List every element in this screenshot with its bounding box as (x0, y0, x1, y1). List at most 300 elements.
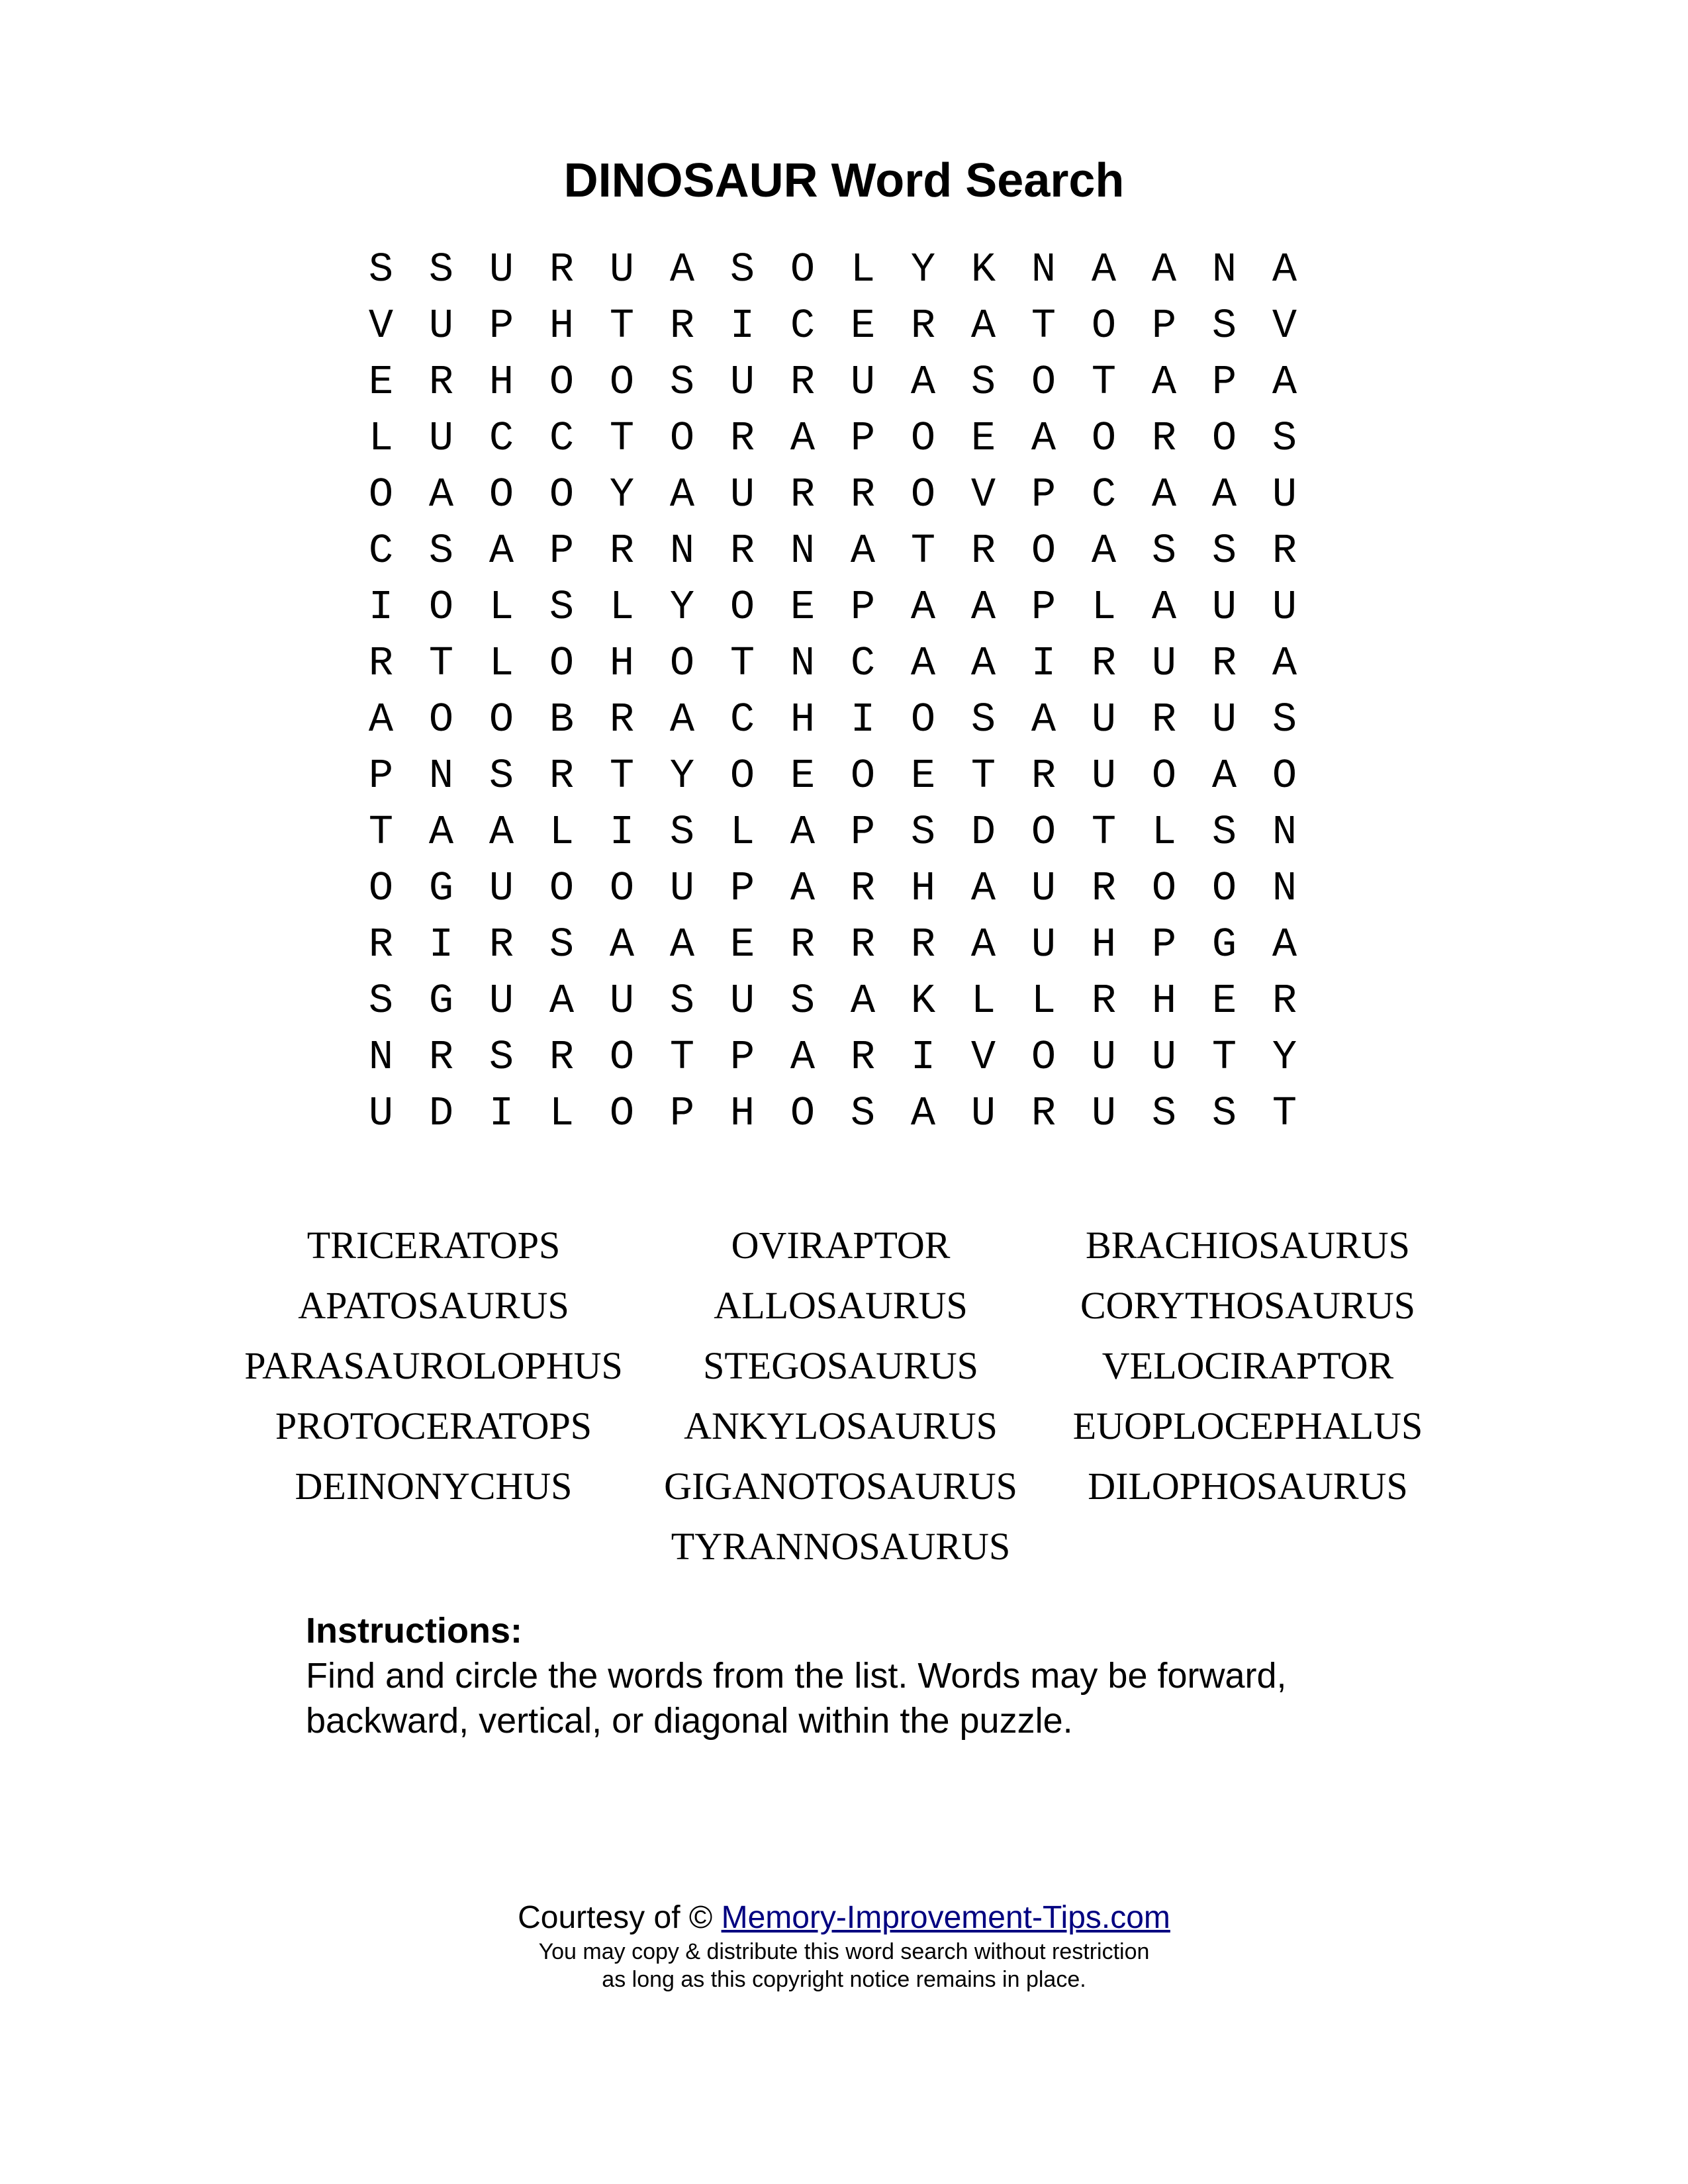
grid-letter[interactable]: Y (1272, 1034, 1297, 1081)
grid-row (351, 748, 1317, 804)
instructions-line-2: backward, vertical, or diagonal within the puzzle. (306, 1701, 1073, 1741)
grid-letter[interactable]: N (1272, 809, 1297, 856)
grid-letter[interactable]: Y (910, 246, 936, 293)
word-list-row (0, 1275, 1688, 1336)
grid-letter[interactable]: S (1211, 1090, 1237, 1137)
grid-row (351, 973, 1317, 1029)
grid-letter[interactable]: V (368, 302, 394, 349)
grid-letter[interactable]: U (1151, 1034, 1177, 1081)
grid-letter[interactable]: O (1091, 302, 1117, 349)
grid-letter[interactable]: A (669, 246, 695, 293)
grid-letter[interactable]: T (1272, 1090, 1297, 1137)
grid-row (351, 298, 1317, 354)
grid-letter[interactable]: U (1211, 584, 1237, 631)
grid-letter[interactable]: A (549, 978, 575, 1024)
grid-letter[interactable]: R (428, 1034, 454, 1081)
grid-letter[interactable]: L (549, 1090, 575, 1137)
grid-letter[interactable]: N (1031, 246, 1056, 293)
word-list-item: STEGOSAURUS (703, 1344, 978, 1387)
grid-letter[interactable]: U (729, 978, 755, 1024)
grid-letter[interactable]: C (1091, 471, 1117, 518)
grid-letter[interactable]: E (368, 359, 394, 406)
grid-letter[interactable]: S (489, 752, 514, 799)
grid-letter[interactable]: I (850, 696, 876, 743)
grid-letter[interactable]: G (1211, 921, 1237, 968)
grid-letter[interactable]: A (910, 1090, 936, 1137)
grid-letter[interactable]: O (609, 1034, 635, 1081)
grid-letter[interactable]: R (1272, 527, 1297, 574)
grid-letter[interactable]: A (489, 809, 514, 856)
grid-letter[interactable]: O (368, 471, 394, 518)
grid-letter[interactable]: O (609, 359, 635, 406)
grid-letter[interactable]: I (368, 584, 394, 631)
grid-letter[interactable]: T (368, 809, 394, 856)
grid-letter[interactable]: R (1151, 415, 1177, 462)
grid-letter[interactable]: N (1272, 865, 1297, 912)
grid-letter[interactable]: S (368, 246, 394, 293)
grid-letter[interactable]: R (790, 921, 816, 968)
word-list-item: TYRANNOSAURUS (671, 1525, 1011, 1568)
grid-letter[interactable]: T (1031, 302, 1056, 349)
grid-letter[interactable]: Y (669, 584, 695, 631)
grid-letter[interactable]: S (1211, 302, 1237, 349)
grid-letter[interactable]: A (910, 584, 936, 631)
footer (0, 1898, 1688, 1993)
grid-letter[interactable]: U (1272, 584, 1297, 631)
grid-letter[interactable]: Y (669, 752, 695, 799)
grid-letter[interactable]: V (1272, 302, 1297, 349)
grid-row (351, 579, 1317, 635)
word-list-item: PROTOCERATOPS (275, 1404, 592, 1447)
grid-letter[interactable]: A (1211, 752, 1237, 799)
letter-grid (351, 242, 1317, 1142)
grid-letter[interactable]: U (1031, 865, 1056, 912)
grid-letter[interactable]: O (428, 584, 454, 631)
grid-letter[interactable]: E (850, 302, 876, 349)
grid-letter[interactable]: O (549, 471, 575, 518)
grid-letter[interactable]: L (609, 584, 635, 631)
grid-letter[interactable]: T (609, 302, 635, 349)
grid-letter[interactable]: O (910, 415, 936, 462)
grid-letter[interactable]: T (1091, 359, 1117, 406)
grid-letter[interactable]: A (910, 640, 936, 687)
word-list-item: CORYTHOSAURUS (1080, 1284, 1415, 1327)
grid-letter[interactable]: S (549, 921, 575, 968)
grid-letter[interactable]: G (428, 978, 454, 1024)
word-list-row (0, 1456, 1688, 1516)
word-list-item: DEINONYCHUS (295, 1465, 573, 1508)
grid-letter[interactable]: I (729, 302, 755, 349)
grid-letter[interactable]: U (1151, 640, 1177, 687)
grid-letter[interactable]: E (910, 752, 936, 799)
grid-letter[interactable]: S (1272, 415, 1297, 462)
grid-letter[interactable]: O (1211, 865, 1237, 912)
grid-letter[interactable]: T (609, 752, 635, 799)
grid-letter[interactable]: O (1031, 809, 1056, 856)
grid-letter[interactable]: R (549, 752, 575, 799)
grid-letter[interactable]: N (669, 527, 695, 574)
grid-letter[interactable]: A (1031, 696, 1056, 743)
grid-letter[interactable]: H (729, 1090, 755, 1137)
word-list-item: VELOCIRAPTOR (1102, 1344, 1394, 1387)
grid-letter[interactable]: S (549, 584, 575, 631)
grid-letter[interactable]: C (368, 527, 394, 574)
grid-letter[interactable]: I (489, 1090, 514, 1137)
grid-letter[interactable]: R (1031, 752, 1056, 799)
grid-letter[interactable]: O (669, 640, 695, 687)
grid-letter[interactable]: H (549, 302, 575, 349)
grid-letter[interactable]: R (850, 921, 876, 968)
grid-letter[interactable]: E (729, 921, 755, 968)
grid-letter[interactable]: A (669, 471, 695, 518)
grid-letter[interactable]: C (729, 696, 755, 743)
grid-letter[interactable]: R (368, 640, 394, 687)
grid-letter[interactable]: O (729, 752, 755, 799)
grid-letter[interactable]: O (1091, 415, 1117, 462)
grid-letter[interactable]: U (1091, 1090, 1117, 1137)
grid-letter[interactable]: U (729, 471, 755, 518)
grid-letter[interactable]: S (1211, 527, 1237, 574)
grid-letter[interactable]: O (549, 640, 575, 687)
grid-letter[interactable]: R (729, 527, 755, 574)
grid-letter[interactable]: L (489, 640, 514, 687)
grid-letter[interactable]: U (1211, 696, 1237, 743)
grid-letter[interactable]: A (368, 696, 394, 743)
grid-letter[interactable]: I (428, 921, 454, 968)
grid-letter[interactable]: S (428, 246, 454, 293)
grid-letter[interactable]: K (970, 246, 996, 293)
grid-letter[interactable]: U (489, 865, 514, 912)
grid-letter[interactable]: R (1272, 978, 1297, 1024)
grid-letter[interactable]: O (609, 1090, 635, 1137)
grid-letter[interactable]: P (549, 527, 575, 574)
grid-letter[interactable]: A (1272, 359, 1297, 406)
grid-letter[interactable]: T (1091, 809, 1117, 856)
grid-letter[interactable]: O (368, 865, 394, 912)
grid-letter[interactable]: P (850, 584, 876, 631)
grid-letter[interactable]: N (1211, 246, 1237, 293)
grid-letter[interactable]: P (669, 1090, 695, 1137)
word-list-item: DILOPHOSAURUS (1088, 1465, 1408, 1508)
courtesy-line (0, 1898, 1688, 1938)
grid-letter[interactable]: R (1151, 696, 1177, 743)
grid-letter[interactable]: S (489, 1034, 514, 1081)
grid-row (351, 523, 1317, 579)
grid-letter[interactable]: A (790, 865, 816, 912)
grid-letter[interactable]: O (729, 584, 755, 631)
website-link[interactable]: Memory-Improvement-Tips.com (721, 1900, 1170, 1935)
grid-letter[interactable]: A (1151, 246, 1177, 293)
grid-letter[interactable]: O (910, 471, 936, 518)
grid-letter[interactable]: U (368, 1090, 394, 1137)
grid-letter[interactable]: R (1091, 978, 1117, 1024)
grid-letter[interactable]: S (669, 978, 695, 1024)
grid-letter[interactable]: C (549, 415, 575, 462)
grid-letter[interactable]: S (970, 359, 996, 406)
grid-letter[interactable]: A (1151, 359, 1177, 406)
grid-letter[interactable]: N (790, 640, 816, 687)
grid-letter[interactable]: I (910, 1034, 936, 1081)
grid-letter[interactable]: O (489, 471, 514, 518)
grid-letter[interactable]: O (489, 696, 514, 743)
grid-letter[interactable]: R (970, 527, 996, 574)
grid-letter[interactable]: O (1031, 527, 1056, 574)
page-title: DINOSAUR Word Search (563, 154, 1125, 207)
grid-letter[interactable]: A (609, 921, 635, 968)
grid-letter[interactable]: T (970, 752, 996, 799)
grid-row (351, 1085, 1317, 1142)
grid-letter[interactable]: L (1031, 978, 1056, 1024)
grid-letter[interactable]: T (669, 1034, 695, 1081)
grid-letter[interactable]: U (428, 302, 454, 349)
grid-row (351, 692, 1317, 748)
word-list-item: ALLOSAURUS (714, 1284, 968, 1327)
grid-letter[interactable]: H (790, 696, 816, 743)
grid-letter[interactable]: U (609, 978, 635, 1024)
grid-letter[interactable]: O (609, 865, 635, 912)
grid-letter[interactable]: S (1151, 527, 1177, 574)
grid-letter[interactable]: U (1091, 752, 1117, 799)
grid-letter[interactable]: R (609, 527, 635, 574)
grid-letter[interactable]: L (970, 978, 996, 1024)
grid-letter[interactable]: R (1031, 1090, 1056, 1137)
grid-letter[interactable]: P (1211, 359, 1237, 406)
grid-letter[interactable]: S (1151, 1090, 1177, 1137)
grid-letter[interactable]: H (609, 640, 635, 687)
grid-letter[interactable]: S (368, 978, 394, 1024)
grid-letter[interactable]: A (970, 302, 996, 349)
grid-letter[interactable]: P (1151, 302, 1177, 349)
grid-letter[interactable]: O (1031, 1034, 1056, 1081)
grid-letter[interactable]: R (549, 246, 575, 293)
grid-letter[interactable]: E (790, 752, 816, 799)
grid-letter[interactable]: O (910, 696, 936, 743)
word-list-row (0, 1215, 1688, 1275)
grid-letter[interactable]: O (850, 752, 876, 799)
grid-letter[interactable]: P (729, 865, 755, 912)
grid-letter[interactable]: P (729, 1034, 755, 1081)
grid-letter[interactable]: A (790, 809, 816, 856)
grid-letter[interactable]: V (970, 471, 996, 518)
grid-letter[interactable]: I (1031, 640, 1056, 687)
grid-letter[interactable]: R (489, 921, 514, 968)
grid-letter[interactable]: O (790, 1090, 816, 1137)
grid-letter[interactable]: A (790, 415, 816, 462)
grid-letter[interactable]: N (368, 1034, 394, 1081)
grid-letter[interactable]: L (729, 809, 755, 856)
grid-letter[interactable]: K (910, 978, 936, 1024)
grid-letter[interactable]: R (1091, 640, 1117, 687)
grid-letter[interactable]: R (428, 359, 454, 406)
grid-row (351, 917, 1317, 973)
word-list-item: APATOSAURUS (298, 1284, 569, 1327)
word-list-item: OVIRAPTOR (731, 1224, 951, 1267)
grid-letter[interactable]: T (609, 415, 635, 462)
grid-letter[interactable]: I (609, 809, 635, 856)
grid-letter[interactable]: U (428, 415, 454, 462)
grid-letter[interactable]: A (1031, 415, 1056, 462)
grid-letter[interactable]: R (850, 471, 876, 518)
grid-letter[interactable]: L (489, 584, 514, 631)
grid-letter[interactable]: N (428, 752, 454, 799)
copyright-notice-line-2: as long as this copyright notice remains in place. (602, 1967, 1086, 1992)
grid-letter[interactable]: A (970, 865, 996, 912)
grid-letter[interactable]: L (850, 246, 876, 293)
grid-letter[interactable]: U (489, 978, 514, 1024)
grid-letter[interactable]: R (609, 696, 635, 743)
grid-letter[interactable]: P (489, 302, 514, 349)
grid-letter[interactable]: S (669, 359, 695, 406)
grid-letter[interactable]: S (729, 246, 755, 293)
instructions-heading: Instructions: (306, 1611, 523, 1651)
grid-letter[interactable]: P (368, 752, 394, 799)
grid-letter[interactable]: A (669, 696, 695, 743)
grid-letter[interactable]: R (1091, 865, 1117, 912)
grid-letter[interactable]: T (729, 640, 755, 687)
grid-row (351, 410, 1317, 467)
grid-letter[interactable]: O (669, 415, 695, 462)
grid-letter[interactable]: P (1151, 921, 1177, 968)
grid-row (351, 467, 1317, 523)
word-list-item: PARASAUROLOPHUS (244, 1344, 623, 1387)
grid-letter[interactable]: L (1091, 584, 1117, 631)
grid-letter[interactable]: E (1211, 978, 1237, 1024)
grid-letter[interactable]: D (428, 1090, 454, 1137)
grid-letter[interactable]: A (669, 921, 695, 968)
grid-letter[interactable]: R (850, 1034, 876, 1081)
grid-letter[interactable]: A (1211, 471, 1237, 518)
grid-letter[interactable]: A (1272, 246, 1297, 293)
grid-letter[interactable]: P (850, 415, 876, 462)
grid-letter[interactable]: O (790, 246, 816, 293)
grid-letter[interactable]: D (970, 809, 996, 856)
grid-letter[interactable]: A (850, 978, 876, 1024)
grid-letter[interactable]: A (970, 584, 996, 631)
instructions-block (306, 1608, 1431, 1743)
grid-letter[interactable]: R (729, 415, 755, 462)
grid-letter[interactable]: H (1091, 921, 1117, 968)
grid-letter[interactable]: R (850, 865, 876, 912)
grid-letter[interactable]: R (368, 921, 394, 968)
grid-letter[interactable]: O (1151, 752, 1177, 799)
grid-letter[interactable]: U (1272, 471, 1297, 518)
word-list-item: BRACHIOSAURUS (1086, 1224, 1410, 1267)
grid-letter[interactable]: O (549, 359, 575, 406)
grid-letter[interactable]: V (970, 1034, 996, 1081)
grid-letter[interactable]: L (368, 415, 394, 462)
grid-letter[interactable]: A (850, 527, 876, 574)
grid-letter[interactable]: A (910, 359, 936, 406)
word-list-item: GIGANOTOSAURUS (664, 1465, 1017, 1508)
grid-letter[interactable]: O (1031, 359, 1056, 406)
grid-letter[interactable]: G (428, 865, 454, 912)
grid-letter[interactable]: E (970, 415, 996, 462)
grid-letter[interactable]: U (1091, 696, 1117, 743)
grid-letter[interactable]: H (489, 359, 514, 406)
grid-letter[interactable]: B (549, 696, 575, 743)
grid-letter[interactable]: U (489, 246, 514, 293)
word-list-row (0, 1336, 1688, 1396)
grid-letter[interactable]: A (428, 809, 454, 856)
grid-letter[interactable]: A (970, 640, 996, 687)
grid-letter[interactable]: U (729, 359, 755, 406)
grid-letter[interactable]: S (910, 809, 936, 856)
grid-letter[interactable]: A (1272, 921, 1297, 968)
grid-row (351, 1029, 1317, 1085)
grid-letter[interactable]: O (1211, 415, 1237, 462)
grid-letter[interactable]: E (790, 584, 816, 631)
grid-letter[interactable]: N (790, 527, 816, 574)
grid-letter[interactable]: O (549, 865, 575, 912)
grid-letter[interactable]: O (428, 696, 454, 743)
grid-letter[interactable]: C (850, 640, 876, 687)
grid-letter[interactable]: C (790, 302, 816, 349)
grid-letter[interactable]: S (970, 696, 996, 743)
grid-row (351, 354, 1317, 410)
grid-letter[interactable]: A (1151, 584, 1177, 631)
grid-letter[interactable]: A (489, 527, 514, 574)
grid-letter[interactable]: A (1151, 471, 1177, 518)
grid-letter[interactable]: P (1031, 471, 1056, 518)
grid-letter[interactable]: R (910, 302, 936, 349)
grid-letter[interactable]: A (1091, 527, 1117, 574)
grid-letter[interactable]: T (428, 640, 454, 687)
grid-letter[interactable]: R (669, 302, 695, 349)
grid-letter[interactable]: U (1031, 921, 1056, 968)
grid-letter[interactable]: A (790, 1034, 816, 1081)
grid-letter[interactable]: H (1151, 978, 1177, 1024)
grid-letter[interactable]: S (669, 809, 695, 856)
grid-letter[interactable]: L (549, 809, 575, 856)
grid-letter[interactable]: S (790, 978, 816, 1024)
grid-letter[interactable]: U (1091, 1034, 1117, 1081)
word-list-item: TRICERATOPS (306, 1224, 561, 1267)
grid-letter[interactable]: R (910, 921, 936, 968)
grid-letter[interactable]: R (790, 471, 816, 518)
grid-letter[interactable]: T (910, 527, 936, 574)
courtesy-prefix: Courtesy of © (518, 1900, 722, 1935)
grid-letter[interactable]: A (428, 471, 454, 518)
grid-letter[interactable]: U (850, 359, 876, 406)
copyright-notice-line-1: You may copy & distribute this word search without restriction (538, 1939, 1150, 1964)
grid-letter[interactable]: S (850, 1090, 876, 1137)
grid-letter[interactable]: R (1211, 640, 1237, 687)
grid-letter[interactable]: T (1211, 1034, 1237, 1081)
grid-letter[interactable]: S (428, 527, 454, 574)
grid-letter[interactable]: Y (609, 471, 635, 518)
grid-letter[interactable]: S (1272, 696, 1297, 743)
grid-letter[interactable]: C (489, 415, 514, 462)
grid-letter[interactable]: P (850, 809, 876, 856)
grid-letter[interactable]: O (1151, 865, 1177, 912)
grid-letter[interactable]: A (970, 921, 996, 968)
grid-letter[interactable]: A (1091, 246, 1117, 293)
word-list-row (0, 1396, 1688, 1456)
grid-letter[interactable]: R (549, 1034, 575, 1081)
word-list-row (0, 1516, 1688, 1576)
grid-letter[interactable]: S (1211, 809, 1237, 856)
word-list-item: EUOPLOCEPHALUS (1072, 1404, 1423, 1447)
grid-letter[interactable]: R (790, 359, 816, 406)
grid-letter[interactable]: L (1151, 809, 1177, 856)
grid-letter[interactable]: H (910, 865, 936, 912)
grid-letter[interactable]: O (1272, 752, 1297, 799)
grid-letter[interactable]: P (1031, 584, 1056, 631)
grid-letter[interactable]: U (669, 865, 695, 912)
grid-letter[interactable]: U (970, 1090, 996, 1137)
grid-letter[interactable]: U (609, 246, 635, 293)
grid-letter[interactable]: A (1272, 640, 1297, 687)
